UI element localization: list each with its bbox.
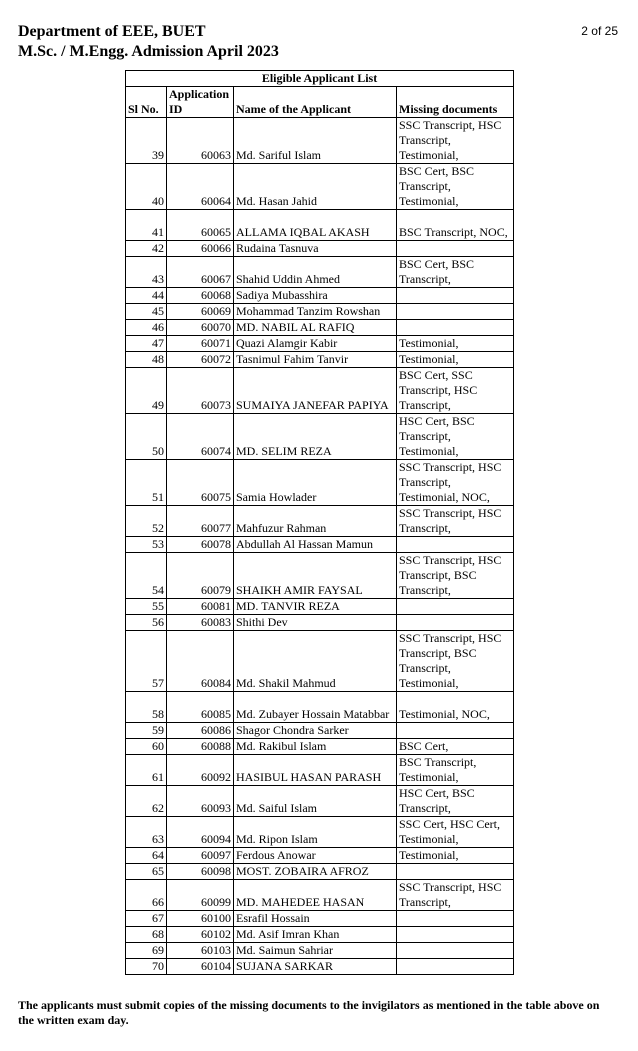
- applicant-name-cell: Md. Shakil Mahmud: [234, 631, 397, 692]
- applicant-name-cell: SUJANA SARKAR: [234, 959, 397, 975]
- table-row: [126, 927, 514, 943]
- application-id-cell: 60070: [167, 320, 234, 336]
- table-row: [126, 304, 514, 320]
- table-row: [126, 739, 514, 755]
- table-header-row: [126, 87, 514, 118]
- sl-no-cell: 51: [126, 460, 167, 506]
- applicant-name-cell: MD. TANVIR REZA: [234, 599, 397, 615]
- sl-no-cell: 63: [126, 817, 167, 848]
- sl-no-cell: 57: [126, 631, 167, 692]
- sl-no-cell: 66: [126, 880, 167, 911]
- sl-no-cell: 64: [126, 848, 167, 864]
- sl-no-cell: 41: [126, 210, 167, 241]
- application-id-cell: 60073: [167, 368, 234, 414]
- sl-no-cell: 59: [126, 723, 167, 739]
- applicant-name-cell: Md. Zubayer Hossain Matabbar: [234, 692, 397, 723]
- table-row: [126, 615, 514, 631]
- application-id-cell: 60068: [167, 288, 234, 304]
- missing-docs-cell: HSC Cert, BSC Transcript, Testimonial,: [397, 414, 514, 460]
- applicant-name-cell: MD. MAHEDEE HASAN: [234, 880, 397, 911]
- missing-docs-cell: BSC Cert, BSC Transcript,: [397, 257, 514, 288]
- applicant-table: [125, 70, 514, 975]
- missing-docs-cell: BSC Cert, BSC Transcript, Testimonial,: [397, 164, 514, 210]
- table-row: [126, 336, 514, 352]
- application-id-cell: 60103: [167, 943, 234, 959]
- application-id-cell: 60072: [167, 352, 234, 368]
- application-id-cell: 60066: [167, 241, 234, 257]
- sl-no-cell: 69: [126, 943, 167, 959]
- application-id-cell: 60077: [167, 506, 234, 537]
- application-id-cell: 60075: [167, 460, 234, 506]
- sl-no-cell: 42: [126, 241, 167, 257]
- table-title-row: [126, 71, 514, 87]
- applicant-name-cell: SHAIKH AMIR FAYSAL: [234, 553, 397, 599]
- sl-no-cell: 62: [126, 786, 167, 817]
- missing-docs-cell: Testimonial,: [397, 336, 514, 352]
- applicant-name-cell: Md. Saimun Sahriar: [234, 943, 397, 959]
- missing-docs-cell: [397, 304, 514, 320]
- footer-note: The applicants must submit copies of the missing documents to the invigilators as mentioned in the table above on the written exam day.: [18, 998, 600, 1027]
- table-row: [126, 943, 514, 959]
- sl-no-cell: 67: [126, 911, 167, 927]
- application-id-cell: 60081: [167, 599, 234, 615]
- missing-docs-cell: Testimonial,: [397, 848, 514, 864]
- missing-docs-cell: SSC Transcript, HSC Transcript, BSC Transcript, Testimonial,: [397, 631, 514, 692]
- sl-no-cell: 56: [126, 615, 167, 631]
- missing-docs-cell: BSC Transcript, Testimonial,: [397, 755, 514, 786]
- applicant-name-cell: Ferdous Anowar: [234, 848, 397, 864]
- application-id-cell: 60100: [167, 911, 234, 927]
- table-row: [126, 599, 514, 615]
- applicant-name-cell: Md. Saiful Islam: [234, 786, 397, 817]
- sl-no-cell: 60: [126, 739, 167, 755]
- application-id-cell: 60071: [167, 336, 234, 352]
- missing-docs-cell: [397, 943, 514, 959]
- applicant-name-cell: Md. Asif Imran Khan: [234, 927, 397, 943]
- table-row: [126, 692, 514, 723]
- applicant-name-cell: Rudaina Tasnuva: [234, 241, 397, 257]
- sl-no-cell: 70: [126, 959, 167, 975]
- table-row: [126, 368, 514, 414]
- application-id-cell: 60084: [167, 631, 234, 692]
- sl-no-cell: 65: [126, 864, 167, 880]
- col-header-app-id: Application ID: [167, 87, 234, 118]
- missing-docs-cell: BSC Cert,: [397, 739, 514, 755]
- table-row: [126, 118, 514, 164]
- applicant-name-cell: Shagor Chondra Sarker: [234, 723, 397, 739]
- sl-no-cell: 52: [126, 506, 167, 537]
- sl-no-cell: 58: [126, 692, 167, 723]
- table-row: [126, 959, 514, 975]
- sl-no-cell: 43: [126, 257, 167, 288]
- table-row: [126, 864, 514, 880]
- missing-docs-cell: SSC Transcript, HSC Transcript,: [397, 506, 514, 537]
- application-id-cell: 60074: [167, 414, 234, 460]
- table-row: [126, 257, 514, 288]
- table-row: [126, 786, 514, 817]
- applicant-name-cell: Tasnimul Fahim Tanvir: [234, 352, 397, 368]
- sl-no-cell: 39: [126, 118, 167, 164]
- applicant-name-cell: ALLAMA IQBAL AKASH: [234, 210, 397, 241]
- missing-docs-cell: [397, 615, 514, 631]
- table-row: [126, 414, 514, 460]
- missing-docs-cell: [397, 599, 514, 615]
- sl-no-cell: 40: [126, 164, 167, 210]
- applicant-name-cell: SUMAIYA JANEFAR PAPIYA: [234, 368, 397, 414]
- application-id-cell: 60085: [167, 692, 234, 723]
- application-id-cell: 60064: [167, 164, 234, 210]
- missing-docs-cell: BSC Transcript, NOC,: [397, 210, 514, 241]
- application-id-cell: 60097: [167, 848, 234, 864]
- missing-docs-cell: [397, 864, 514, 880]
- applicant-name-cell: Quazi Alamgir Kabir: [234, 336, 397, 352]
- applicant-name-cell: Sadiya Mubasshira: [234, 288, 397, 304]
- applicant-name-cell: MD. NABIL AL RAFIQ: [234, 320, 397, 336]
- department-title: Department of EEE, BUET: [18, 23, 206, 40]
- sl-no-cell: 48: [126, 352, 167, 368]
- table-row: [126, 723, 514, 739]
- applicant-name-cell: MOST. ZOBAIRA AFROZ: [234, 864, 397, 880]
- application-id-cell: 60078: [167, 537, 234, 553]
- col-header-sl: Sl No.: [126, 87, 167, 118]
- missing-docs-cell: [397, 927, 514, 943]
- table-row: [126, 320, 514, 336]
- applicant-name-cell: Shahid Uddin Ahmed: [234, 257, 397, 288]
- missing-docs-cell: Testimonial, NOC,: [397, 692, 514, 723]
- application-id-cell: 60063: [167, 118, 234, 164]
- missing-docs-cell: BSC Cert, SSC Transcript, HSC Transcript,: [397, 368, 514, 414]
- missing-docs-cell: [397, 959, 514, 975]
- missing-docs-cell: SSC Cert, HSC Cert, Testimonial,: [397, 817, 514, 848]
- application-id-cell: 60093: [167, 786, 234, 817]
- missing-docs-cell: Testimonial,: [397, 352, 514, 368]
- table-row: [126, 288, 514, 304]
- table-row: [126, 506, 514, 537]
- table-body: [126, 118, 514, 975]
- application-id-cell: 60102: [167, 927, 234, 943]
- sl-no-cell: 49: [126, 368, 167, 414]
- table-row: [126, 537, 514, 553]
- page-number: 2 of 25: [581, 24, 618, 38]
- table-row: [126, 631, 514, 692]
- table-row: [126, 817, 514, 848]
- applicant-name-cell: Md. Sariful Islam: [234, 118, 397, 164]
- table-row: [126, 553, 514, 599]
- applicant-name-cell: Md. Rakibul Islam: [234, 739, 397, 755]
- table-row: [126, 911, 514, 927]
- missing-docs-cell: [397, 537, 514, 553]
- sl-no-cell: 47: [126, 336, 167, 352]
- applicant-name-cell: Mahfuzur Rahman: [234, 506, 397, 537]
- table-row: [126, 848, 514, 864]
- missing-docs-cell: [397, 911, 514, 927]
- sl-no-cell: 68: [126, 927, 167, 943]
- sl-no-cell: 50: [126, 414, 167, 460]
- applicant-name-cell: Mohammad Tanzim Rowshan: [234, 304, 397, 320]
- table-row: [126, 460, 514, 506]
- applicant-name-cell: HASIBUL HASAN PARASH: [234, 755, 397, 786]
- sl-no-cell: 54: [126, 553, 167, 599]
- application-id-cell: 60088: [167, 739, 234, 755]
- applicant-name-cell: Samia Howlader: [234, 460, 397, 506]
- missing-docs-cell: SSC Transcript, HSC Transcript, Testimonial,: [397, 118, 514, 164]
- table-title: Eligible Applicant List: [126, 71, 514, 87]
- missing-docs-cell: SSC Transcript, HSC Transcript, Testimonial, NOC,: [397, 460, 514, 506]
- application-id-cell: 60094: [167, 817, 234, 848]
- applicant-name-cell: Md. Hasan Jahid: [234, 164, 397, 210]
- sl-no-cell: 45: [126, 304, 167, 320]
- sl-no-cell: 61: [126, 755, 167, 786]
- table-row: [126, 164, 514, 210]
- missing-docs-cell: [397, 723, 514, 739]
- sl-no-cell: 46: [126, 320, 167, 336]
- col-header-docs: Missing documents: [397, 87, 514, 118]
- application-id-cell: 60083: [167, 615, 234, 631]
- table-row: [126, 241, 514, 257]
- application-id-cell: 60067: [167, 257, 234, 288]
- applicant-name-cell: Esrafil Hossain: [234, 911, 397, 927]
- sl-no-cell: 53: [126, 537, 167, 553]
- application-id-cell: 60079: [167, 553, 234, 599]
- application-id-cell: 60092: [167, 755, 234, 786]
- sl-no-cell: 55: [126, 599, 167, 615]
- table-row: [126, 210, 514, 241]
- missing-docs-cell: HSC Cert, BSC Transcript,: [397, 786, 514, 817]
- missing-docs-cell: [397, 288, 514, 304]
- application-id-cell: 60086: [167, 723, 234, 739]
- application-id-cell: 60098: [167, 864, 234, 880]
- application-id-cell: 60099: [167, 880, 234, 911]
- program-title: M.Sc. / M.Engg. Admission April 2023: [18, 43, 279, 60]
- application-id-cell: 60069: [167, 304, 234, 320]
- table-row: [126, 755, 514, 786]
- applicant-name-cell: Md. Ripon Islam: [234, 817, 397, 848]
- missing-docs-cell: [397, 241, 514, 257]
- table-row: [126, 880, 514, 911]
- applicant-name-cell: Abdullah Al Hassan Mamun: [234, 537, 397, 553]
- missing-docs-cell: [397, 320, 514, 336]
- applicant-name-cell: MD. SELIM REZA: [234, 414, 397, 460]
- missing-docs-cell: SSC Transcript, HSC Transcript,: [397, 880, 514, 911]
- col-header-name: Name of the Applicant: [234, 87, 397, 118]
- document-header: [18, 22, 279, 62]
- applicant-name-cell: Shithi Dev: [234, 615, 397, 631]
- sl-no-cell: 44: [126, 288, 167, 304]
- missing-docs-cell: SSC Transcript, HSC Transcript, BSC Transcript,: [397, 553, 514, 599]
- application-id-cell: 60104: [167, 959, 234, 975]
- table-row: [126, 352, 514, 368]
- application-id-cell: 60065: [167, 210, 234, 241]
